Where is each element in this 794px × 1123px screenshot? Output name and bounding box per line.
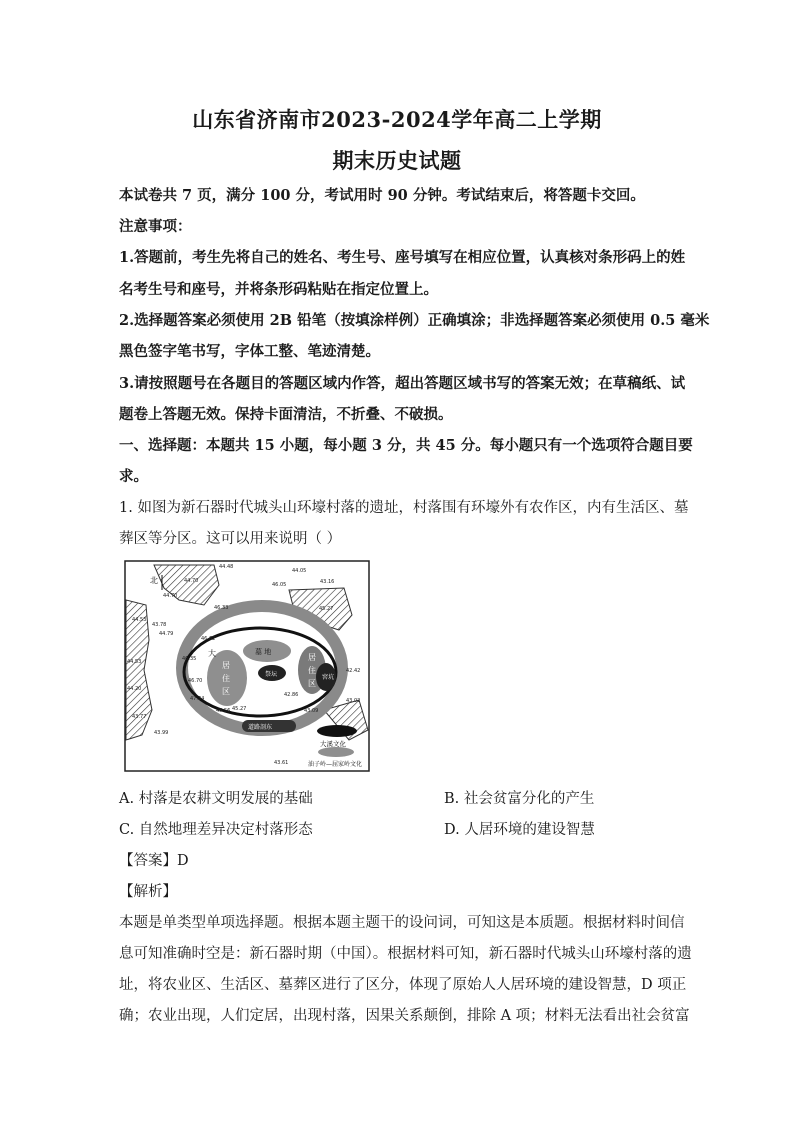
elevation-label: 46.05 (272, 582, 287, 588)
section-heading-cont: 求。 (119, 468, 148, 485)
analysis-heading: 【解析】 (119, 884, 177, 900)
elevation-label: 46.35 (182, 656, 197, 662)
answer-line: 【答案】D (119, 853, 189, 869)
analysis-line: 确；农业出现，人们定居，出现村落，因果关系颠倒，排除 A 项；材料无法看出社会贫富 (119, 1008, 690, 1024)
elevation-label: 45.27 (319, 606, 334, 612)
elevation-label: 46.33 (214, 605, 229, 611)
elevation-label: 44.48 (219, 564, 234, 570)
analysis-line: 息可知准确时空是：新石器时期（中国）。根据材料可知，新石器时代城头山环壕村落的遗 (119, 946, 692, 962)
north-label: 北 (150, 576, 158, 585)
elevation-label: 44.70 (184, 578, 199, 584)
elevation-label: 44.20 (127, 686, 142, 692)
elevation-label: 42.42 (346, 668, 361, 674)
notice-line: 1.答题前，考生先将自己的姓名、考生号、座号填写在相应位置，认真核对条形码上的姓 (119, 249, 686, 266)
section-heading: 一、选择题：本题共 15 小题，每小题 3 分，共 45 分。每小题只有一个选项符合题目要 (119, 437, 693, 454)
zone-label: 区 (222, 687, 230, 696)
elevation-label: 43.61 (274, 760, 289, 766)
zone-label: 窖坑 (322, 674, 335, 681)
question-stem: 1. 如图为新石器时代城头山环壕村落的遗址，村落围有环壕外有农作区，内有生活区、墓 (119, 500, 689, 516)
legend-marker-daxi (317, 725, 357, 737)
option-d: D. 人居环境的建设智慧 (444, 822, 595, 838)
elevation-label: 43.99 (154, 730, 169, 736)
elevation-label: 43.77 (132, 714, 147, 720)
elevation-label: 42.86 (284, 692, 299, 698)
exam-intro: 本试卷共 7 页，满分 100 分，考试用时 90 分钟。考试结束后，将答题卡交回。 (119, 187, 645, 204)
analysis-line: 址，将农业区、生活区、墓葬区进行了区分，体现了原始人人居环境的建设智慧，D 项正 (119, 977, 687, 993)
elevation-label: 43.09 (304, 708, 319, 714)
notice-line: 2.选择题答案必须使用 2B 铅笔（按填涂样例）正确填涂；非选择题答案必须使用 0.5 毫米 (119, 312, 710, 329)
elevation-label: 44.79 (159, 631, 174, 637)
elevation-label: 47.34 (190, 696, 205, 702)
zone-label: 居 (222, 661, 230, 670)
page-title: 山东省济南市2023-2024学年高二上学期 (192, 107, 602, 132)
page-subtitle: 期末历史试题 (332, 148, 462, 173)
elevation-label: 44.05 (292, 568, 307, 574)
elevation-label: 46.62 (201, 636, 216, 642)
question-stem-cont: 葬区等分区。这可以用来说明（ ） (119, 531, 342, 547)
elevation-label: 45.27 (232, 706, 247, 712)
analysis-line: 本题是单类型单项选择题。根据本题主题干的设问词，可知这是本质题。根据材料时间信 (119, 915, 685, 931)
zone-label: 区 (308, 679, 316, 688)
elevation-label: 44.53 (132, 617, 147, 623)
village-site-map (124, 560, 370, 772)
elevation-label: 45.56 (216, 708, 231, 714)
option-c: C. 自然地理差异决定村落形态 (119, 822, 313, 838)
elevation-label: 44.70 (163, 593, 178, 599)
elevation-label: 43.78 (152, 622, 167, 628)
zone-label: 住 (308, 666, 316, 675)
notice-line: 题卷上答题无效。保持卡面清洁，不折叠、不破损。 (119, 406, 453, 423)
elevation-label: 46.70 (188, 678, 203, 684)
legend-label: 大溪文化 (320, 740, 346, 748)
notice-line: 名考生号和座号，并将条形码粘贴在指定位置上。 (119, 281, 438, 298)
zone-label: 祭坛 (265, 671, 278, 678)
zone-label: 居 (308, 653, 316, 662)
road-label: 道路剖东 (248, 724, 273, 731)
zone-label: 住 (222, 674, 230, 683)
option-a: A. 村落是农耕文明发展的基础 (119, 791, 313, 807)
zone-label: 墓 地 (255, 648, 272, 656)
zone-label: 大 (208, 649, 216, 658)
notice-line: 3.请按照题号在各题目的答题区域内作答，超出答题区域书写的答案无效；在草稿纸、试 (119, 375, 686, 392)
elevation-label: 44.53 (127, 659, 142, 665)
notice-line: 黑色签字笔书写，字体工整、笔迹清楚。 (119, 343, 380, 360)
legend-label: 油子岭—屈家岭文化 (308, 761, 363, 768)
notice-heading: 注意事项： (119, 218, 192, 235)
elevation-label: 43.16 (320, 579, 335, 585)
elevation-label: 43.02 (346, 698, 361, 704)
legend-marker-youziling (318, 747, 354, 757)
option-b: B. 社会贫富分化的产生 (444, 791, 595, 807)
